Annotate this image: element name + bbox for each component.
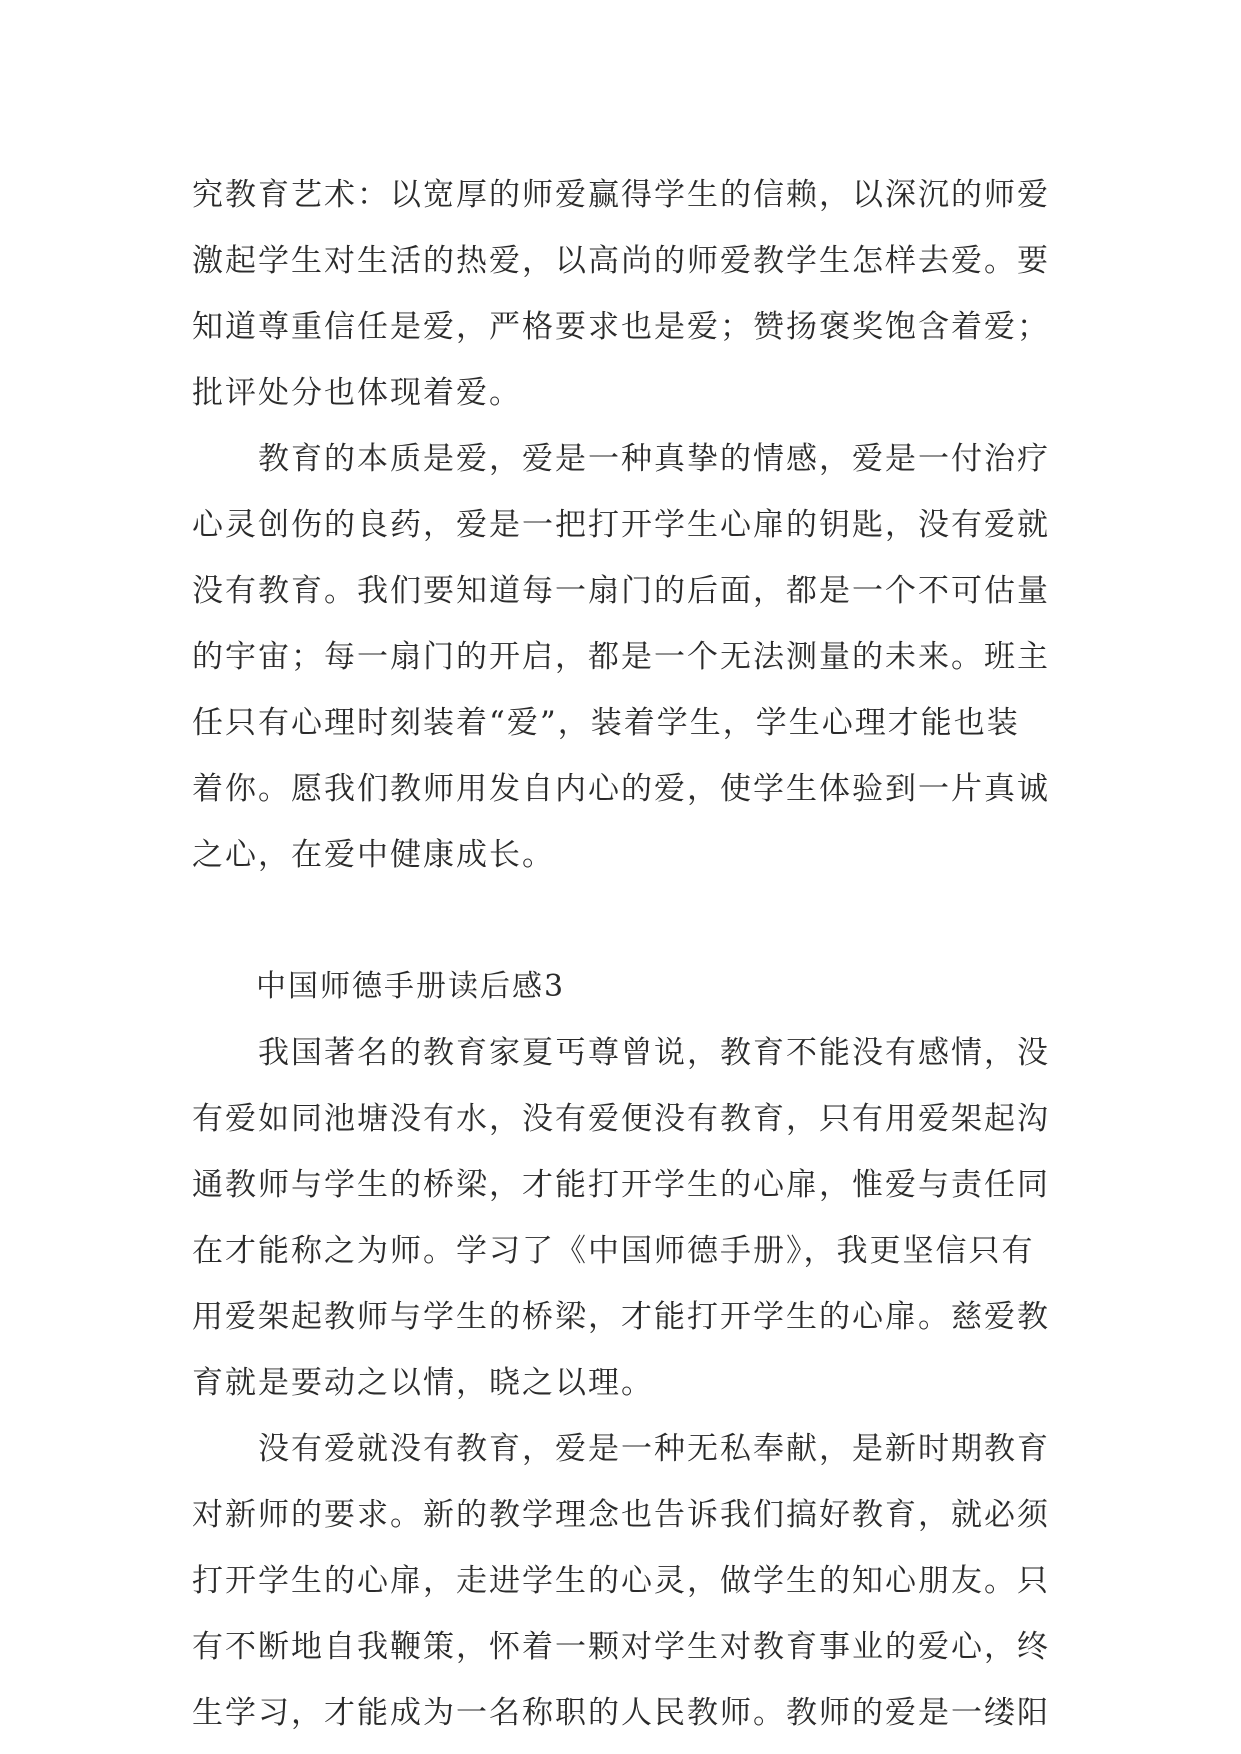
paragraph-no-love-no-education bbox=[192, 1416, 1052, 1746]
paragraph-essence-of-education bbox=[192, 426, 1052, 888]
text-line: 激起学生对生活的热爱，以高尚的师爱教学生怎样去爱。要 bbox=[192, 243, 1050, 279]
text-line: 生学习，才能成为一名称职的人民教师。教师的爱是一缕阳 bbox=[192, 1695, 1050, 1731]
text-line: 有不断地自我鞭策，怀着一颗对学生对教育事业的爱心，终 bbox=[192, 1629, 1050, 1665]
text-line: 心灵创伤的良药，爱是一把打开学生心扉的钥匙，没有爱就 bbox=[192, 507, 1050, 543]
text-line: 对新师的要求。新的教学理念也告诉我们搞好教育，就必须 bbox=[192, 1497, 1050, 1533]
text-line: 没有爱就没有教育，爱是一种无私奉献，是新时期教育 bbox=[192, 1431, 1050, 1467]
text-line: 知道尊重信任是爱，严格要求也是爱；赞扬褒奖饱含着爱； bbox=[192, 309, 1050, 345]
blank-line bbox=[192, 888, 1052, 954]
text-line: 打开学生的心扉，走进学生的心灵，做学生的知心朋友。只 bbox=[192, 1563, 1050, 1599]
text-line: 批评处分也体现着爱。 bbox=[192, 375, 522, 411]
text-line: 之心，在爱中健康成长。 bbox=[192, 837, 555, 873]
text-line: 通教师与学生的桥梁，才能打开学生的心扉，惟爱与责任同 bbox=[192, 1167, 1050, 1203]
text-line: 在才能称之为师。学习了《中国师德手册》，我更坚信只有 bbox=[192, 1233, 1035, 1269]
text-line: 任只有心理时刻装着“爱”，装着学生，学生心理才能也装 bbox=[192, 705, 1020, 741]
text-line: 究教育艺术：以宽厚的师爱赢得学生的信赖，以深沉的师爱 bbox=[192, 177, 1050, 213]
text-line: 用爱架起教师与学生的桥梁，才能打开学生的心扉。慈爱教 bbox=[192, 1299, 1050, 1335]
section-heading: 中国师德手册读后感3 bbox=[256, 969, 566, 1004]
text-line: 教育的本质是爱，爱是一种真挚的情感，爱是一付治疗 bbox=[192, 441, 1050, 477]
text-line: 有爱如同池塘没有水，没有爱便没有教育，只有用爱架起沟 bbox=[192, 1101, 1050, 1137]
text-line: 育就是要动之以情，晓之以理。 bbox=[192, 1365, 654, 1401]
paragraph-continued bbox=[192, 162, 1052, 426]
paragraph-xia-quote bbox=[192, 1020, 1052, 1416]
text-line: 我国著名的教育家夏丐尊曾说，教育不能没有感情，没 bbox=[192, 1035, 1050, 1071]
document-body bbox=[192, 162, 1052, 1746]
text-line: 的宇宙；每一扇门的开启，都是一个无法测量的未来。班主 bbox=[192, 639, 1050, 675]
text-line: 着你。愿我们教师用发自内心的爱，使学生体验到一片真诚 bbox=[192, 771, 1050, 807]
text-line: 没有教育。我们要知道每一扇门的后面，都是一个不可估量 bbox=[192, 573, 1050, 609]
